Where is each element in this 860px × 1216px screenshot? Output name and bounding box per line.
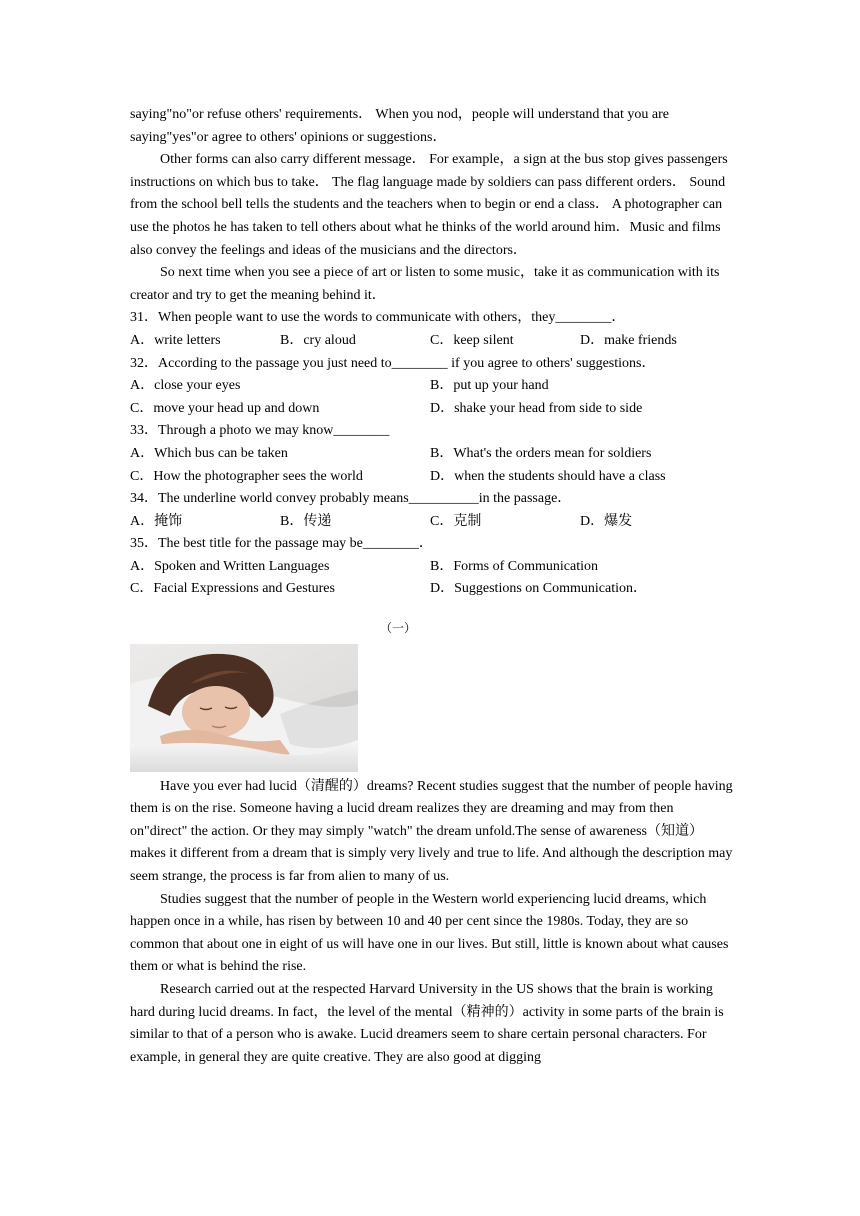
option-a[interactable]: A．close your eyes — [130, 378, 241, 394]
question-35-options-row-1 — [130, 556, 734, 579]
question-33-options-row-1 — [130, 443, 734, 466]
question-34: 34．The underline world convey probably means__________in the passage． — [130, 491, 572, 507]
question-32-options-row-1 — [130, 375, 734, 398]
option-d[interactable]: D．shake your head from side to side — [430, 400, 643, 416]
option-b[interactable]: B．cry aloud — [280, 332, 356, 348]
option-b[interactable]: B．What's the orders mean for soldiers — [430, 445, 652, 461]
question-31: 31．When people want to use the words to communicate with others，they________． — [130, 310, 626, 326]
option-d[interactable]: D．Suggestions on Communication． — [430, 581, 647, 597]
option-c[interactable]: C．How the photographer sees the world — [130, 468, 363, 484]
option-b[interactable]: B．put up your hand — [430, 378, 549, 394]
option-c[interactable]: C．move your head up and down — [130, 400, 320, 416]
question-33-options-row-2 — [130, 466, 734, 489]
question-31-options — [130, 330, 734, 353]
question-35-options-row-2 — [130, 578, 734, 601]
passage1-paragraph-2: Other forms can also carry different message． For example，a sign at the bus stop gives passengers instructions on which bus to take． The flag language made by soldiers can pass different orders． Sound from the school bell tells the students and the teachers when to begin or end a class． A photographer can use the photos he has taken to tell others about what he thinks of the world around him．Music and films also convey the feelings and ideas of the musicians and the directors． — [130, 152, 728, 258]
option-a[interactable]: A．Spoken and Written Languages — [130, 558, 330, 574]
question-32-options-row-2 — [130, 398, 734, 421]
option-b[interactable]: B．传递 — [280, 513, 332, 529]
question-32: 32．According to the passage you just need to________ if you agree to others' suggestions． — [130, 355, 656, 371]
option-c[interactable]: C．keep silent — [430, 332, 514, 348]
passage2-paragraph-2: Studies suggest that the number of people in the Western world experiencing lucid dreams, which happen once in a while, has risen by between 10 and 40 per cent since the 1980s. Today, they are so common that about one in eight of us will have one in our lives. But still, little is known about what causes them or what is behind the rise. — [130, 891, 729, 975]
option-d[interactable]: D．make friends — [580, 332, 677, 348]
passage2-paragraph-3: Research carried out at the respected Harvard University in the US shows that the brain is working hard during lucid dreams. In fact，the level of the mental（精神的）activity in some parts of the brain is similar to that of a person who is awake. Lucid dreamers seem to share certain personal characters. For example, in general they are quite creative. They are also good at digging — [130, 982, 724, 1065]
option-a[interactable]: A．Which bus can be taken — [130, 445, 288, 461]
passage1-paragraph-1: saying"no"or refuse others' requirements． When you nod，people will understand that you are saying"yes"or agree to others' opinions or suggestions． — [130, 107, 669, 145]
option-a[interactable]: A．write letters — [130, 332, 221, 348]
passage2-paragraph-1: Have you ever had lucid（清醒的）dreams? Recent studies suggest that the number of people having them is on the rise. Someone having a lucid dream realizes they are dreaming and may from then on"direct" the action. Or they may simply "watch" the dream unfold.The sense of awareness（知道）makes it different from a dream that is simply very lively and true to life. And although the description may seem strange, the process is far from alien to many of us. — [130, 778, 733, 885]
option-b[interactable]: B．Forms of Communication — [430, 558, 598, 574]
section-title: （一） — [379, 621, 416, 636]
question-33: 33．Through a photo we may know________ — [130, 423, 390, 439]
option-d[interactable]: D．爆发 — [580, 513, 633, 529]
sleeping-woman-photo — [130, 644, 358, 772]
option-a[interactable]: A．掩饰 — [130, 513, 183, 529]
passage1-paragraph-3: So next time when you see a piece of art or listen to some music，take it as communication with its creator and try to get the meaning behind it． — [130, 265, 720, 303]
option-c[interactable]: C．Facial Expressions and Gestures — [130, 581, 335, 597]
option-d[interactable]: D．when the students should have a class — [430, 468, 666, 484]
question-35: 35．The best title for the passage may be________． — [130, 536, 433, 552]
option-c[interactable]: C．克制 — [430, 513, 482, 529]
question-34-options — [130, 511, 734, 534]
document-page — [130, 104, 734, 1069]
